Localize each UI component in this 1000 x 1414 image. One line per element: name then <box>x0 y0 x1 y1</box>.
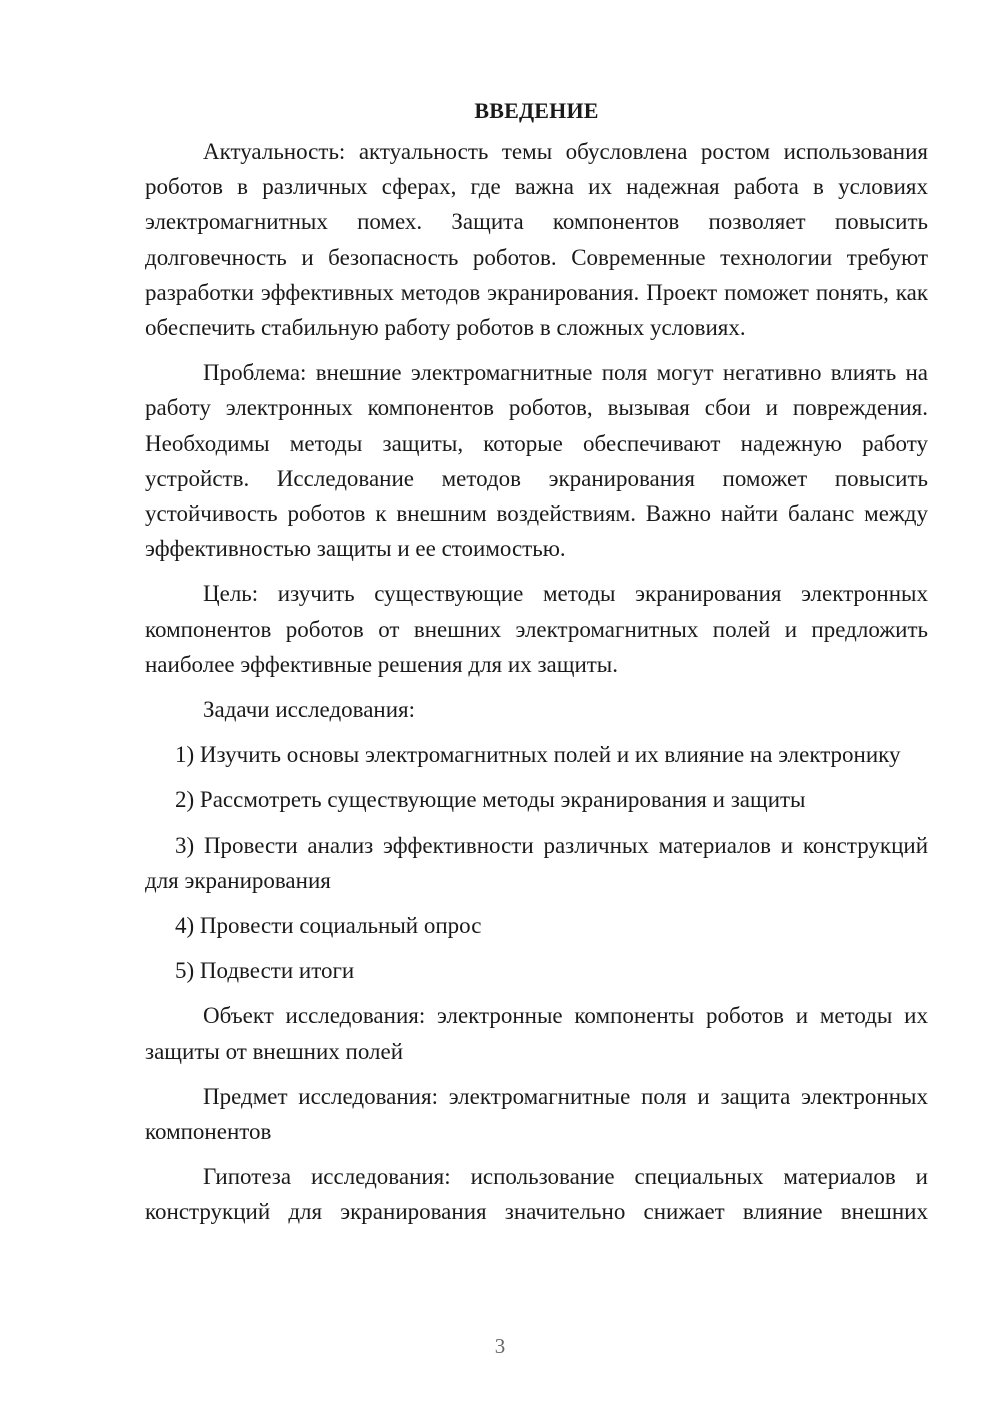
problem-paragraph: Проблема: внешние электромагнитные поля могут негативно влиять на работу электронных компонентов роботов, вызывая сбои и повреждения. Необходимы методы защиты, которые обеспечивают надежную работу устройств. Исследование методов экранирования поможет повысить устойчивость роботов к внешним воздействиям. Важно найти баланс между эффективностью защиты и ее стоимостью. <box>145 360 928 562</box>
task-item-2: 2) Рассмотреть существующие методы экранирования и защиты <box>175 787 806 813</box>
subject-paragraph: Предмет исследования: электромагнитные поля и защита электронных компонентов <box>145 1083 928 1145</box>
goal-paragraph: Цель: изучить существующие методы экранирования электронных компонентов роботов от внешних электромагнитных полей и предложить наиболее эффективные решения для их защиты. <box>145 581 928 677</box>
task-item-3: 3) Провести анализ эффективности различных материалов и конструкций для экранирования <box>145 832 928 893</box>
task-item-5: 5) Подвести итоги <box>175 958 355 984</box>
object-paragraph: Объект исследования: электронные компоненты роботов и методы их защиты от внешних полей <box>145 1003 928 1064</box>
relevance-paragraph: Актуальность: актуальность темы обусловлена ростом использования роботов в различных сферах, где важна их надежная работа в условиях электромагнитных помех. Защита компонентов позволяет повысить долговечность и безопасность роботов. Современные технологии требуют разработки эффективных методов экранирования. Проект поможет понять, как обеспечить стабильную работу роботов в сложных условиях. <box>145 139 928 341</box>
page-content <box>145 93 928 1240</box>
task-item-4: 4) Провести социальный опрос <box>175 913 482 939</box>
tasks-title: Задачи исследования: <box>203 697 416 723</box>
task-item-1: 1) Изучить основы электромагнитных полей и их влияние на электронику <box>175 742 901 768</box>
section-heading: ВВЕДЕНИЕ <box>474 98 599 123</box>
hypothesis-paragraph: Гипотеза исследования: использование специальных материалов и конструкций для экранирования значительно снижает влияние внешних <box>145 1164 928 1225</box>
page-number: 3 <box>494 1334 506 1358</box>
